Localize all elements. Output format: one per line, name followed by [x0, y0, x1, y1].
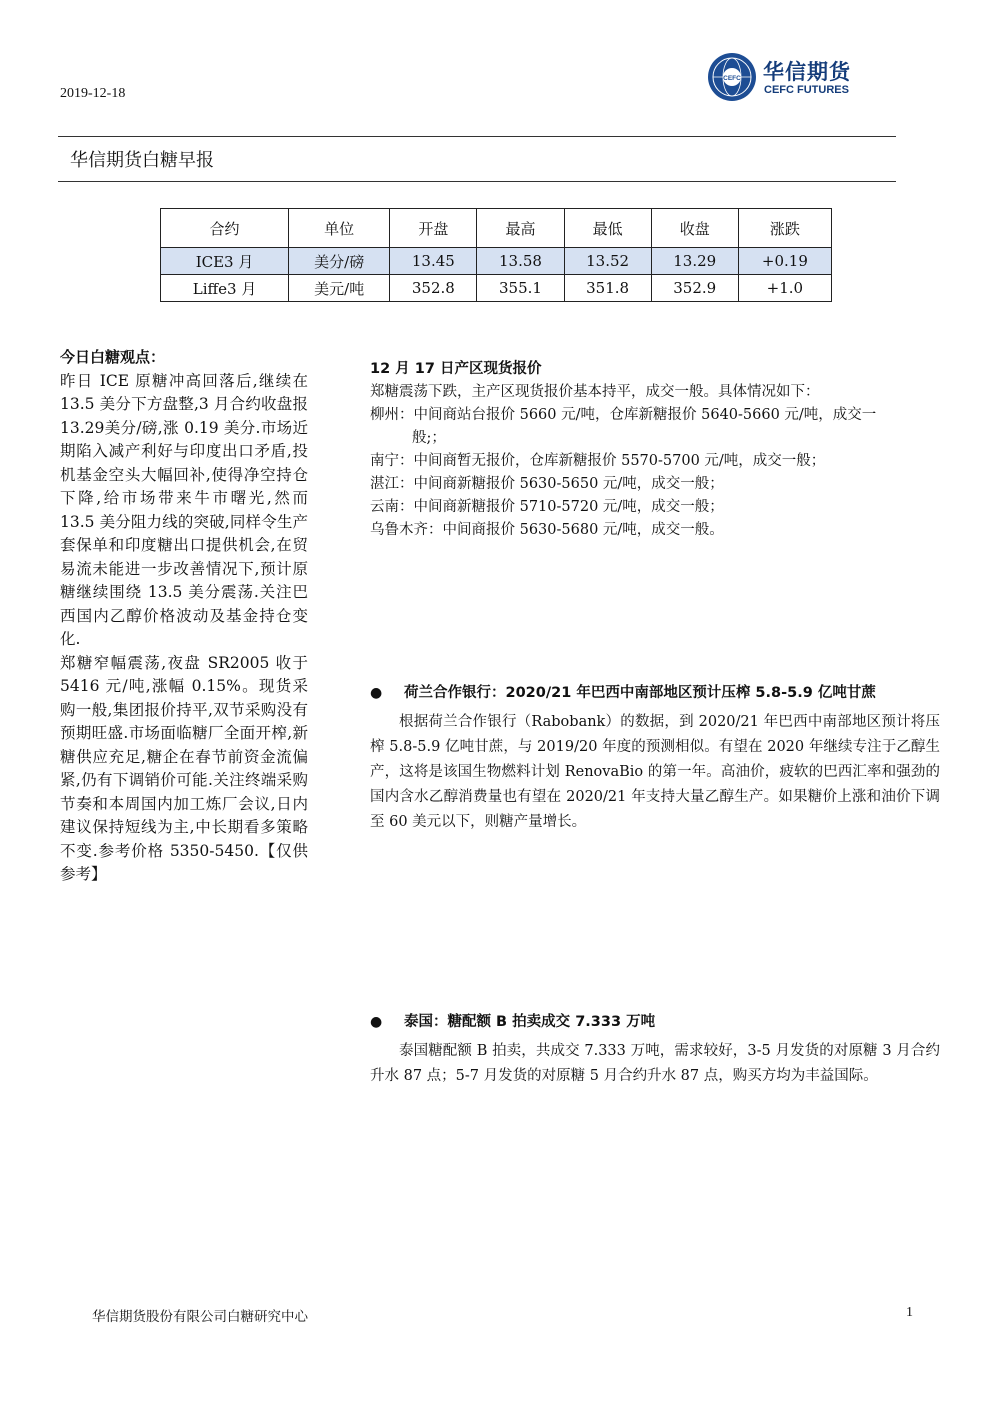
news-item	[370, 676, 940, 835]
footer-organization: 华信期货股份有限公司白糖研究中心	[92, 1309, 308, 1325]
quotes-table	[160, 208, 832, 302]
table-cell: ICE3 月	[161, 248, 289, 275]
table-cell: 美分/磅	[289, 248, 390, 275]
bullet-icon: ●	[370, 685, 383, 701]
table-cell: +1.0	[738, 275, 831, 302]
table-cell: 351.8	[564, 275, 651, 302]
table-cell: 13.45	[390, 248, 477, 275]
column-header: 收盘	[651, 209, 738, 248]
table-cell: +0.19	[738, 248, 831, 275]
table-row	[161, 275, 832, 302]
logo-chinese-name: 华信期货	[763, 60, 851, 84]
table-cell: 13.52	[564, 248, 651, 275]
report-title: 华信期货白糖早报	[70, 150, 214, 171]
column-header: 合约	[161, 209, 289, 248]
table-header-row	[161, 209, 832, 248]
table-cell: 352.8	[390, 275, 477, 302]
news-item	[370, 1005, 940, 1089]
spot-price-intro: 郑糖震荡下跌，主产区现货报价基本持平，成交一般。具体情况如下：	[370, 384, 820, 400]
news-body: 根据荷兰合作银行（Rabobank）的数据，到 2020/21 年巴西中南部地区预计将压榨 5.8-5.9 亿吨甘蔗，与 2019/20 年度的预测相似。有望在 2020 年继续专注于乙醇生产，这将是该国生物燃料计划 RenovaBio 的第一年。高油价，疲软的巴西汇率和强劲的国内含水乙醇消费量也有望在 2020/21 年支持大量乙醇生产。如果糖价上涨和油价下调至 60 美元以下，则糖产量增长。	[370, 714, 940, 830]
table-cell: 352.9	[651, 275, 738, 302]
sugar-view-heading: 今日白糖观点：	[60, 348, 166, 366]
table-cell: 355.1	[477, 275, 564, 302]
spot-price-line: 般;；	[412, 430, 446, 446]
spot-price-line: 柳州：中间商站台报价 5660 元/吨，仓库新糖报价 5640-5660 元/吨，成交一	[370, 407, 877, 423]
column-header: 最低	[564, 209, 651, 248]
sugar-view-paragraph: 郑糖窄幅震荡,夜盘 SR2005 收于5416 元/吨,涨幅 0.15%。现货采购一般,集团报价持平,双节采购没有预期旺盛.市场面临糖厂全面开榨,新糖供应充足,糖企在春节前资金流偏紧,仍有下调销价可能.关注终端采购节奏和本周国内加工炼厂会议,日内建议保持短线为主,中长期看多策略不变.参考价格 5350-5450.【仅供参考】	[60, 653, 308, 883]
news-title: 荷兰合作银行：2020/21 年巴西中南部地区预计压榨 5.8-5.9 亿吨甘蔗	[404, 685, 876, 701]
spot-price-line: 南宁：中间商暂无报价，仓库新糖报价 5570-5700 元/吨，成交一般；	[370, 453, 826, 469]
report-date: 2019-12-18	[60, 86, 126, 101]
column-header: 单位	[289, 209, 390, 248]
company-logo	[707, 52, 859, 102]
logo-emblem-text: CEFC	[723, 75, 741, 82]
header-rule-top	[58, 136, 896, 137]
page-number: 1	[906, 1305, 913, 1320]
table-row	[161, 248, 832, 275]
spot-price-heading: 12 月 17 日产区现货报价	[370, 361, 542, 377]
table-cell: 13.29	[651, 248, 738, 275]
news-body: 泰国糖配额 B 拍卖，共成交 7.333 万吨，需求较好，3-5 月发货的对原糖 3 月合约升水 87 点；5-7 月发货的对原糖 5 月合约升水 87 点，购买方均为丰益国际。	[370, 1043, 940, 1084]
column-header: 涨跌	[738, 209, 831, 248]
spot-price-line: 云南：中间商新糖报价 5710-5720 元/吨，成交一般；	[370, 499, 724, 515]
column-header: 开盘	[390, 209, 477, 248]
table-cell: 美元/吨	[289, 275, 390, 302]
logo-english-name: CEFC FUTURES	[764, 84, 849, 96]
sugar-view-paragraph: 昨日 ICE 原糖冲高回落后,继续在 13.5 美分下方盘整,3 月合约收盘报 13.29美分/磅,涨 0.19 美分.市场近期陷入减产利好与印度出口矛盾,投机基金空头大幅回补,使得净空持仓下降,给市场带来牛市曙光,然而 13.5 美分阻力线的突破,同样令生产套保单和印度糖出口提供机会,在贸易流未能进一步改善情况下,预计原糖继续围绕 13.5 美分震荡.关注巴西国内乙醇价格波动及基金持仓变化.	[60, 371, 308, 648]
globe-emblem-icon	[707, 52, 757, 102]
spot-price-section	[370, 358, 940, 542]
news-title: 泰国：糖配额 B 拍卖成交 7.333 万吨	[404, 1014, 656, 1030]
spot-price-line: 湛江：中间商新糖报价 5630-5650 元/吨，成交一般；	[370, 476, 724, 492]
table-cell: 13.58	[477, 248, 564, 275]
table-cell: Liffe3 月	[161, 275, 289, 302]
column-header: 最高	[477, 209, 564, 248]
header-rule-bottom	[58, 181, 896, 182]
spot-price-line: 乌鲁木齐：中间商报价 5630-5680 元/吨，成交一般。	[370, 522, 724, 538]
bullet-icon: ●	[370, 1014, 383, 1030]
sugar-view-section	[60, 346, 308, 887]
